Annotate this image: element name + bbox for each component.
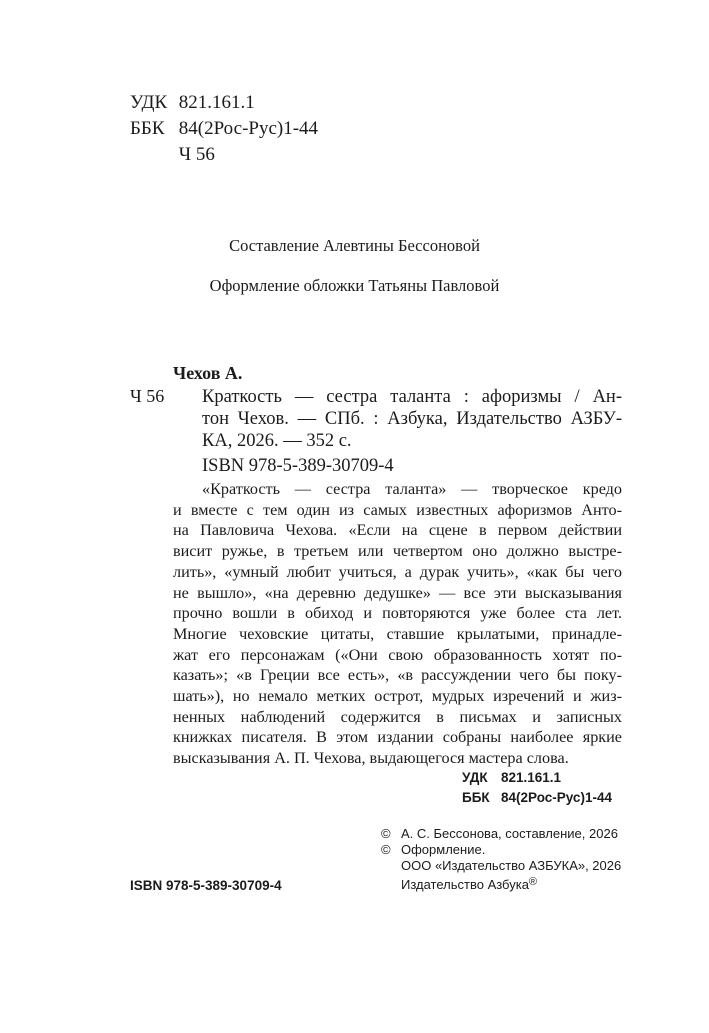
udk-label: УДК bbox=[130, 92, 168, 113]
bbk-value: 84(2Рос-Рус)1-44 bbox=[178, 118, 319, 139]
footer-udk-value: 821.161.1 bbox=[501, 770, 562, 785]
udk-value: 821.161.1 bbox=[178, 92, 255, 113]
annotation-line: жат его персонажам («Они свою образованность хотят по- bbox=[173, 645, 622, 664]
biblio-line: КА, 2026. — 352 с. bbox=[202, 431, 352, 451]
annotation-line: на Павловича Чехова. «Если на сцене в первом действии bbox=[173, 521, 622, 540]
compiler-credit: Составление Алевтины Бессоновой bbox=[229, 236, 480, 255]
annotation bbox=[173, 479, 622, 769]
annotation-line: книжках писателя. В этом издании собраны наиболее яркие bbox=[173, 728, 622, 747]
copyright-block bbox=[381, 826, 621, 893]
author-code: Ч 56 bbox=[130, 386, 165, 406]
annotation-line: и вместе с тем один из самых известных афоризмов Анто- bbox=[173, 500, 622, 519]
biblio-line: Краткость — сестра таланта : афоризмы / Ан- bbox=[202, 387, 622, 407]
copyright-line: Издательство Азбука® bbox=[401, 876, 538, 892]
author-sign: Ч 56 bbox=[178, 144, 215, 165]
isbn-bottom: ISBN 978-5-389-30709-4 bbox=[130, 878, 282, 893]
annotation-line: не вышло», «на деревню дедушке» — все эти высказывания bbox=[173, 583, 622, 602]
annotation-line: казать»; «в Греции все есть», «в рассуждении чего бы поку- bbox=[173, 666, 622, 685]
biblio-line: тон Чехов. — СПб. : Азбука, Издательство АЗБУ- bbox=[202, 409, 622, 429]
copyright-line: © Оформление. bbox=[381, 842, 486, 857]
footer-bbk-line bbox=[462, 788, 612, 808]
cover-credit: Оформление обложки Татьяны Павловой bbox=[209, 276, 500, 295]
copyright-icon: © bbox=[381, 842, 391, 857]
footer-bbk-label: ББК bbox=[462, 790, 490, 805]
author-heading: Чехов А. bbox=[173, 363, 243, 383]
isbn: ISBN 978-5-389-30709-4 bbox=[202, 456, 394, 476]
footer-udk-line bbox=[462, 768, 612, 788]
footer-classification bbox=[462, 768, 612, 808]
annotation-line: «Краткость — сестра таланта» — творческое кредо bbox=[202, 480, 622, 498]
author-sign-line bbox=[130, 142, 318, 168]
header-classification bbox=[130, 90, 318, 168]
udk-line bbox=[130, 90, 318, 116]
annotation-line: висит ружье, в третьем или четвертом оно должно выстре- bbox=[173, 542, 622, 561]
copyright-icon: © bbox=[381, 826, 391, 841]
annotation-line: высказывания А. П. Чехова, выдающегося мастера слова. bbox=[173, 749, 569, 768]
footer-udk-label: УДК bbox=[462, 770, 488, 785]
bibliographic-description bbox=[202, 386, 622, 452]
copyright-line: © А. С. Бессонова, составление, 2026 bbox=[381, 826, 618, 841]
registered-icon: ® bbox=[528, 876, 538, 888]
annotation-line: ненных наблюдений содержится в письмах и записных bbox=[173, 707, 622, 726]
copyright-line: ООО «Издательство АЗБУКА», 2026 bbox=[401, 858, 622, 873]
annotation-line: Многие чеховские цитаты, ставшие крылатыми, принадле- bbox=[173, 624, 622, 643]
bbk-line bbox=[130, 116, 318, 142]
annotation-line: прочно вошли в обиход и повторяются уже более ста лет. bbox=[173, 604, 622, 623]
bbk-label: ББК bbox=[130, 118, 165, 139]
annotation-line: лить», «умный любит учиться, а дурак учить», «как бы чего bbox=[173, 562, 622, 581]
footer-bbk-value: 84(2Рос-Рус)1-44 bbox=[501, 790, 612, 805]
annotation-line: шать»), но немало метких острот, мудрых изречений и жиз- bbox=[173, 687, 622, 706]
